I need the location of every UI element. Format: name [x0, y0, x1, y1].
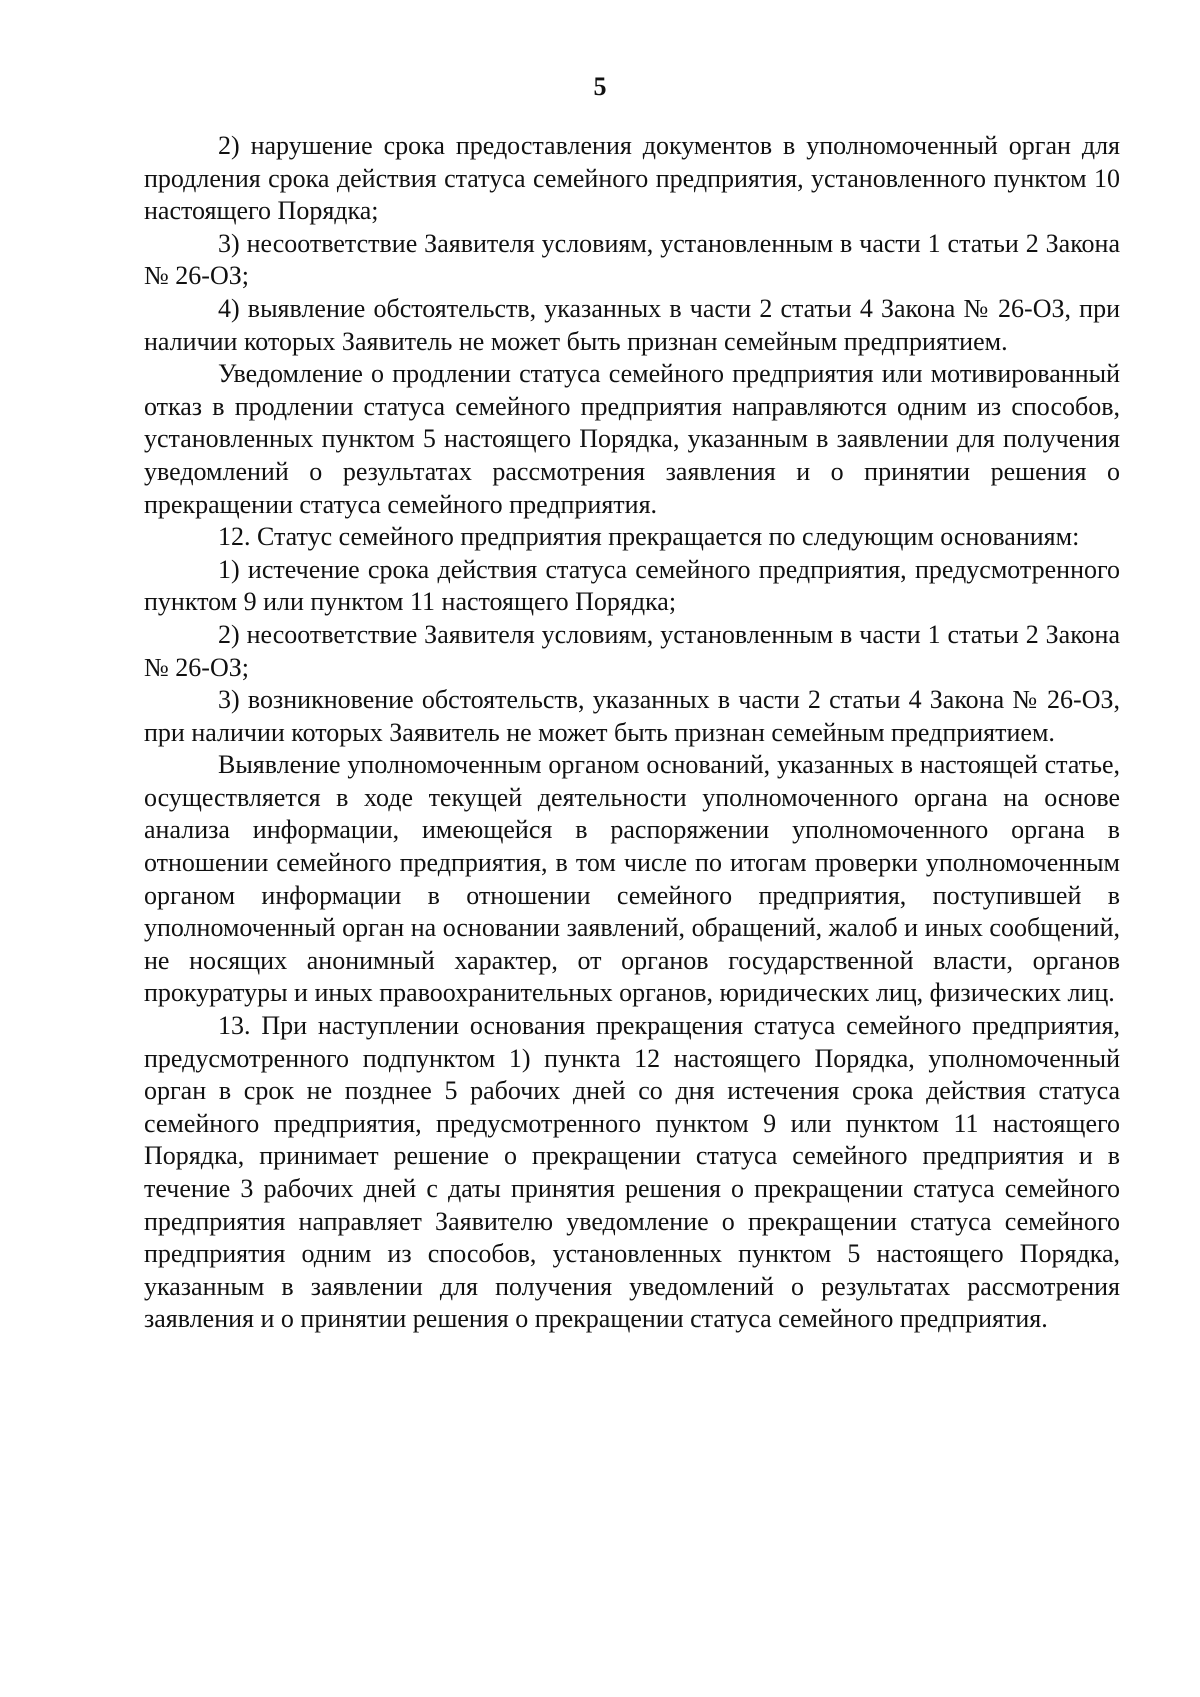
- paragraph-nonconformity-conditions: 3) несоответствие Заявителя условиям, установленным в части 1 статьи 2 Закона № 26-ОЗ;: [144, 228, 1120, 291]
- paragraph-12-3-circumstances: 3) возникновение обстоятельств, указанных в части 2 статьи 4 Закона № 26-ОЗ, при наличии которых Заявитель не может быть признан семейным предприятием.: [144, 685, 1120, 747]
- paragraph-notification-extension: Уведомление о продлении статуса семейного предприятия или мотивированный отказ в продлении статуса семейного предприятия направляются одним из способов, установленных пунктом 5 настоящего Порядка, указанным в заявлении для получения уведомлений о результатах рассмотрения заявления и о принятии решения о прекращении статуса семейного предприятия.: [144, 359, 1120, 519]
- paragraph-identification-grounds: Выявление уполномоченным органом оснований, указанных в настоящей статье, осуществляется в ходе текущей деятельности уполномоченного органа на основе анализа информации, имеющейся в распоряжении уполномоченного органа в отношении семейного предприятия, в том числе по итогам проверки уполномоченным органом информации в отношении семейного предприятия, поступившей в уполномоченный орган на основании заявлений, обращений, жалоб и иных сообщений, не носящих анонимный характер, от органов государственной власти, органов прокуратуры и иных правоохранительных органов, юридических лиц, физических лиц.: [144, 750, 1120, 1008]
- paragraph-violation-deadline: 2) нарушение срока предоставления документов в уполномоченный орган для продления срока действия статуса семейного предприятия, установленного пунктом 10 настоящего Порядка;: [144, 131, 1120, 226]
- page-number: 5: [593, 72, 607, 101]
- paragraph-12-2-nonconformity: 2) несоответствие Заявителя условиям, установленным в части 1 статьи 2 Закона № 26-ОЗ;: [144, 619, 1120, 682]
- paragraph-12-termination-grounds: 12. Статус семейного предприятия прекращается по следующим основаниям:: [218, 522, 1080, 552]
- paragraph-13-termination-procedure: 13. При наступлении основания прекращения статуса семейного предприятия, предусмотренного подпунктом 1) пункта 12 настоящего Порядка, уполномоченный орган в срок не позднее 5 рабочих дней со дня истечения срока действия статуса семейного предприятия, предусмотренного пунктом 9 или пунктом 11 настоящего Порядка, принимает решение о прекращении статуса семейного предприятия и в течение 3 рабочих дней с даты принятия решения о прекращении статуса семейного предприятия направляет Заявителю уведомление о прекращении статуса семейного предприятия одним из способов, установленных пунктом 5 настоящего Порядка, указанным в заявлении для получения уведомлений о результатах рассмотрения заявления и о принятии решения о прекращении статуса семейного предприятия.: [144, 1011, 1120, 1334]
- paragraph-circumstances-revealed: 4) выявление обстоятельств, указанных в части 2 статьи 4 Закона № 26-ОЗ, при наличии которых Заявитель не может быть признан семейным предприятием.: [144, 293, 1120, 356]
- document-body: [144, 130, 1120, 1336]
- paragraph-12-1-expiry: 1) истечение срока действия статуса семейного предприятия, предусмотренного пунктом 9 или пунктом 11 настоящего Порядка;: [144, 554, 1120, 617]
